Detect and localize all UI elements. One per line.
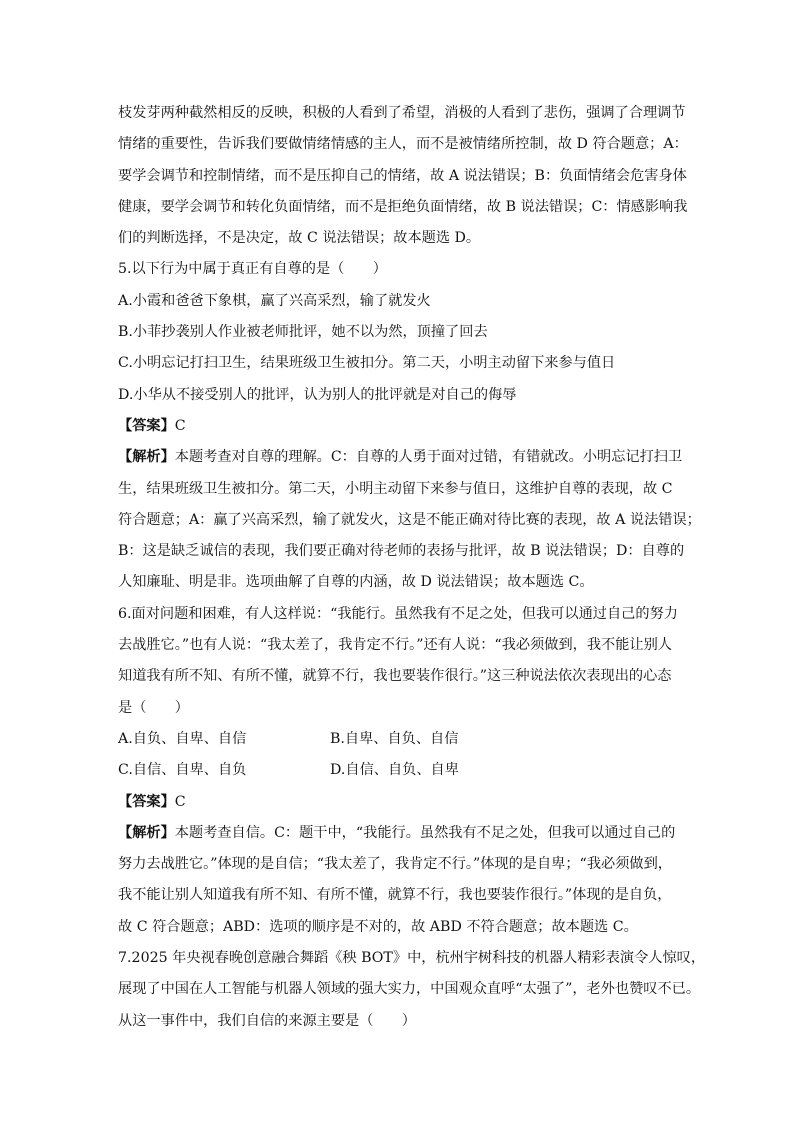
option-d: D.自信、自负、自卑 — [330, 762, 459, 779]
text-line: 情绪的重要性，告诉我们要做情绪情感的主人，而不是被情绪所控制，故 D 符合题意；A： — [118, 136, 688, 153]
question-7 — [118, 943, 706, 1037]
option-d: D.小华从不接受别人的批评，认为别人的批评就是对自己的侮辱 — [118, 386, 517, 403]
question-stem: 是（ ） — [118, 699, 189, 716]
analysis-line: 故 C 符合题意；ABD：选项的顺序是不对的，故 ABD 不符合题意；故本题选 C。 — [118, 918, 638, 935]
analysis-text: 本题考查自信。C：题干中，“我能行。虽然我有不足之处，但我可以通过自己的 — [174, 824, 676, 841]
answer-line — [118, 787, 680, 818]
analysis-tag: 【解析】 — [118, 824, 175, 841]
analysis-line: 人知廉耻、明是非。选项曲解了自尊的内涵，故 D 说法错误；故本题选 C。 — [118, 574, 594, 591]
options-row — [118, 724, 680, 755]
analysis-line: 我不能让别人知道我有所不知、有所不懂，就算不行，我也要装作很行。”体现的是自负， — [118, 887, 672, 904]
text-line: 健康，要学会调节和转化负面情绪，而不是拒绝负面情绪，故 B 说法错误；C：情感影响我 — [118, 198, 688, 215]
analysis-line: 生，结果班级卫生被扣分。第二天，小明主动留下来参与值日，这维护自尊的表现，故 C — [118, 480, 673, 497]
analysis-tag: 【解析】 — [118, 449, 175, 466]
analysis-text: 本题考查对自尊的理解。C：自尊的人勇于面对过错，有错就改。小明忘记打扫卫 — [174, 449, 683, 466]
answer-tag: 【答案】 — [118, 417, 175, 434]
question-stem: 从这一事件中，我们自信的来源主要是（ ） — [118, 1012, 416, 1029]
option-b: B.自卑、自负、自信 — [330, 730, 459, 747]
option-c: C.自信、自卑、自负 — [118, 762, 247, 779]
option-c: C.小明忘记打扫卫生，结果班级卫生被扣分。第二天，小明主动留下来参与值日 — [118, 355, 616, 372]
question-5 — [118, 254, 701, 598]
option-a: A.自负、自卑、自信 — [118, 730, 247, 747]
document-page — [118, 98, 706, 1037]
text-line: 们的判断选择，不是决定，故 C 说法错误；故本题选 D。 — [118, 230, 481, 247]
analysis-line: 努力去战胜它。”体现的是自信；“我太差了，我肯定不行。”体现的是自卑；“我必须做到， — [118, 856, 672, 873]
analysis-line: 符合题意；A：赢了兴高采烈，输了就发火，这是不能正确对待比赛的表现，故 A 说法错误； — [118, 511, 701, 528]
analysis-line — [118, 818, 680, 849]
question-stem: 去战胜它。”也有人说：“我太差了，我肯定不行。”还有人说：“我必须做到，我不能让别人 — [118, 637, 672, 654]
text-line: 枝发芽两种截然相反的反映，积极的人看到了希望，消极的人看到了悲伤，强调了合理调节 — [118, 105, 686, 121]
answer-line — [118, 411, 680, 442]
options-row — [118, 755, 680, 786]
question-stem: 7.2025 年央视春晚创意融合舞蹈《秧 BOT》中，杭州宇树科技的机器人精彩表演令人惊叹， — [118, 950, 706, 967]
question-stem: 展现了中国在人工智能与机器人领域的强大实力，中国观众直呼“太强了”，老外也赞叹不已。 — [118, 981, 701, 998]
analysis-line — [118, 442, 683, 473]
text-line: 要学会调节和控制情绪，而不是压抑自己的情绪，故 A 说法错误；B：负面情绪会危害身体 — [118, 167, 687, 184]
option-a: A.小霞和爸爸下象棋，赢了兴高采烈，输了就发火 — [118, 292, 431, 309]
answer-value: C — [174, 793, 186, 810]
option-b: B.小菲抄袭别人作业被老师批评，她不以为然，顶撞了回去 — [118, 324, 488, 341]
question-stem: 5.以下行为中属于真正有自尊的是（ ） — [118, 261, 387, 278]
question-6 — [118, 599, 680, 943]
answer-tag: 【答案】 — [118, 793, 175, 810]
previous-explanation — [118, 98, 688, 254]
answer-value: C — [174, 417, 186, 434]
question-stem: 6.面对问题和困难，有人这样说：“我能行。虽然我有不足之处，但我可以通过自己的努力 — [118, 605, 678, 622]
question-stem: 知道我有所不知、有所不懂，就算不行，我也要装作很行。”这三种说法依次表现出的心态 — [118, 668, 672, 685]
analysis-line: B：这是缺乏诚信的表现，我们要正确对待老师的表扬与批评，故 B 说法错误；D：自尊的 — [118, 543, 685, 560]
